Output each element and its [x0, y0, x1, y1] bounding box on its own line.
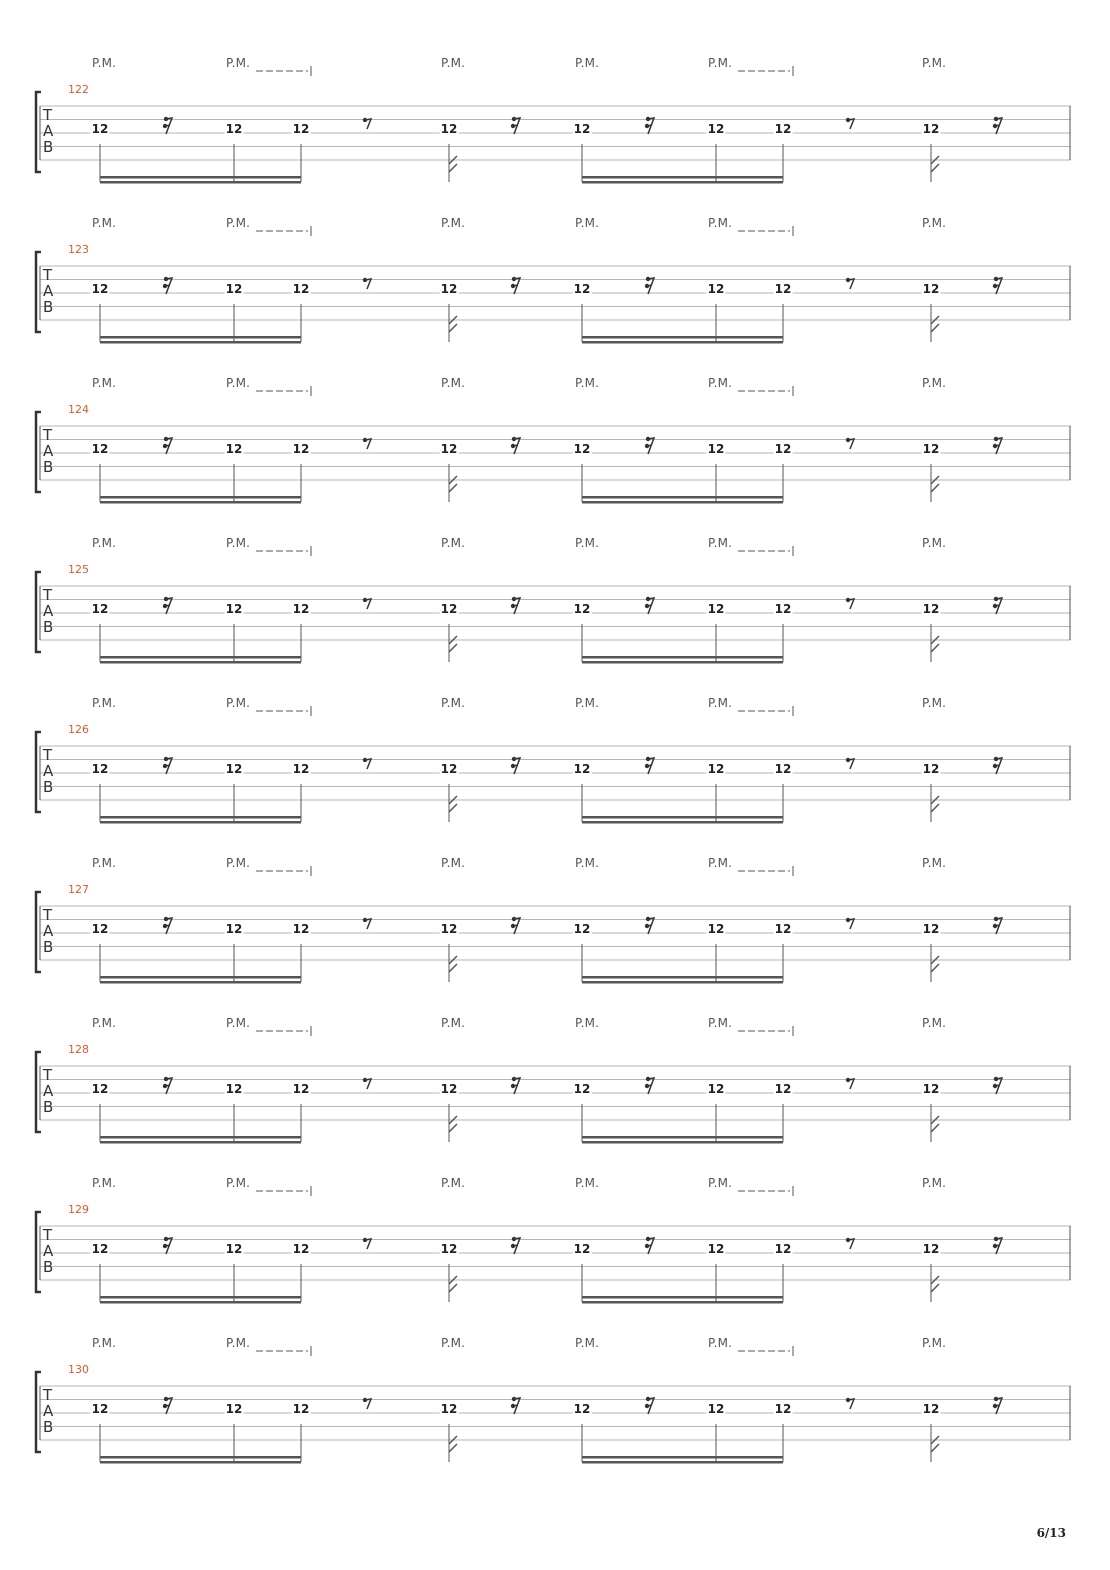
eighth-rest-icon [846, 438, 854, 449]
note-flag [449, 636, 457, 652]
beam [582, 1461, 783, 1464]
fret-number: 12 [440, 1402, 458, 1416]
palm-mute-marking: P.M. [708, 376, 733, 390]
fret-number: 12 [707, 762, 725, 776]
palm-mute-marking: P.M. [92, 376, 117, 390]
note-flag [931, 1276, 939, 1292]
fret-number: 12 [774, 922, 792, 936]
beam [582, 336, 783, 339]
tab-clef-letter: T [43, 1386, 53, 1404]
tab-system [0, 56, 1110, 216]
fret-number: 12 [91, 602, 109, 616]
palm-mute-marking: P.M. [708, 56, 733, 70]
tab-clef-letter: T [43, 906, 53, 924]
fret-number: 12 [225, 922, 243, 936]
fret-number: 12 [440, 602, 458, 616]
beam [100, 656, 301, 659]
measure-number: 129 [68, 1203, 89, 1216]
palm-mute-marking: P.M. [922, 376, 947, 390]
note-flag [931, 1116, 939, 1132]
tab-clef-letter: B [43, 618, 54, 636]
palm-mute-extension [738, 706, 793, 716]
fret-number: 12 [440, 922, 458, 936]
fret-number: 12 [292, 602, 310, 616]
fret-number: 12 [774, 1242, 792, 1256]
palm-mute-marking: P.M. [575, 696, 600, 710]
fret-number: 12 [91, 282, 109, 296]
palm-mute-marking: P.M. [441, 376, 466, 390]
tab-system [0, 536, 1110, 696]
fret-number: 12 [573, 442, 591, 456]
palm-mute-marking: P.M. [441, 1016, 466, 1030]
measure-number: 130 [68, 1363, 89, 1376]
tab-system [0, 1336, 1110, 1496]
palm-mute-extension [256, 1346, 311, 1356]
eighth-rest-icon [363, 278, 371, 289]
beam [100, 816, 301, 819]
palm-mute-marking: P.M. [575, 376, 600, 390]
beam [582, 976, 783, 979]
palm-mute-extension [738, 66, 793, 76]
palm-mute-marking: P.M. [708, 696, 733, 710]
beam [100, 976, 301, 979]
tab-clef-letter: A [43, 442, 54, 460]
eighth-rest-icon [363, 1238, 371, 1249]
palm-mute-marking: P.M. [441, 216, 466, 230]
palm-mute-marking: P.M. [708, 1336, 733, 1350]
fret-number: 12 [91, 1402, 109, 1416]
tab-clef-letter: T [43, 746, 53, 764]
measure-number: 124 [68, 403, 89, 416]
tab-clef-letter: A [43, 1402, 54, 1420]
fret-number: 12 [225, 282, 243, 296]
fret-number: 12 [774, 442, 792, 456]
fret-number: 12 [573, 282, 591, 296]
fret-number: 12 [707, 1082, 725, 1096]
tab-clef-letter: T [43, 106, 53, 124]
fret-number: 12 [573, 762, 591, 776]
note-flag [449, 796, 457, 812]
palm-mute-marking: P.M. [92, 1016, 117, 1030]
palm-mute-extension [256, 1026, 311, 1036]
tab-system [0, 376, 1110, 536]
fret-number: 12 [91, 922, 109, 936]
beam [582, 1141, 783, 1144]
measure-number: 122 [68, 83, 89, 96]
eighth-rest-icon [846, 278, 854, 289]
eighth-rest-icon [363, 598, 371, 609]
beam [100, 1296, 301, 1299]
fret-number: 12 [91, 1082, 109, 1096]
note-flag [449, 476, 457, 492]
palm-mute-extension [256, 1186, 311, 1196]
palm-mute-marking: P.M. [575, 1176, 600, 1190]
measure-number: 126 [68, 723, 89, 736]
eighth-rest-icon [846, 118, 854, 129]
beam [100, 661, 301, 664]
tab-clef-letter: B [43, 938, 54, 956]
tab-clef-letter: A [43, 762, 54, 780]
beam [582, 501, 783, 504]
beam [100, 341, 301, 344]
palm-mute-marking: P.M. [226, 216, 251, 230]
fret-number: 12 [440, 282, 458, 296]
tab-clef-letter: A [43, 122, 54, 140]
beam [100, 981, 301, 984]
eighth-rest-icon [363, 438, 371, 449]
palm-mute-marking: P.M. [226, 696, 251, 710]
beam [582, 341, 783, 344]
palm-mute-marking: P.M. [922, 1016, 947, 1030]
fret-number: 12 [922, 442, 940, 456]
tab-staff-graphics [0, 856, 1110, 1016]
tab-clef-letter: T [43, 1226, 53, 1244]
palm-mute-marking: P.M. [92, 1336, 117, 1350]
palm-mute-marking: P.M. [708, 1176, 733, 1190]
eighth-rest-icon [846, 1078, 854, 1089]
beam [582, 181, 783, 184]
fret-number: 12 [707, 1402, 725, 1416]
fret-number: 12 [573, 602, 591, 616]
tab-clef-letter: T [43, 266, 53, 284]
beam [100, 1456, 301, 1459]
palm-mute-marking: P.M. [708, 536, 733, 550]
fret-number: 12 [922, 122, 940, 136]
beam [582, 1136, 783, 1139]
tab-clef-letter: T [43, 586, 53, 604]
beam [100, 821, 301, 824]
palm-mute-marking: P.M. [92, 536, 117, 550]
beam [582, 1301, 783, 1304]
palm-mute-marking: P.M. [226, 1336, 251, 1350]
fret-number: 12 [292, 762, 310, 776]
fret-number: 12 [707, 122, 725, 136]
palm-mute-marking: P.M. [441, 56, 466, 70]
fret-number: 12 [292, 1402, 310, 1416]
palm-mute-marking: P.M. [922, 856, 947, 870]
tab-clef-letter: A [43, 1242, 54, 1260]
fret-number: 12 [292, 922, 310, 936]
fret-number: 12 [440, 1082, 458, 1096]
beam [582, 661, 783, 664]
note-flag [931, 636, 939, 652]
palm-mute-marking: P.M. [441, 1176, 466, 1190]
note-flag [931, 796, 939, 812]
tab-system [0, 216, 1110, 376]
palm-mute-marking: P.M. [226, 856, 251, 870]
palm-mute-marking: P.M. [575, 536, 600, 550]
beam [582, 1456, 783, 1459]
tab-clef-letter: A [43, 922, 54, 940]
fret-number: 12 [225, 1242, 243, 1256]
palm-mute-marking: P.M. [441, 696, 466, 710]
eighth-rest-icon [363, 118, 371, 129]
palm-mute-marking: P.M. [575, 56, 600, 70]
tab-staff-graphics [0, 536, 1110, 696]
tab-system [0, 1176, 1110, 1336]
eighth-rest-icon [363, 918, 371, 929]
tab-clef-letter: B [43, 1098, 54, 1116]
fret-number: 12 [774, 762, 792, 776]
fret-number: 12 [573, 1242, 591, 1256]
fret-number: 12 [292, 442, 310, 456]
palm-mute-marking: P.M. [226, 536, 251, 550]
fret-number: 12 [922, 762, 940, 776]
palm-mute-extension [738, 226, 793, 236]
beam [582, 981, 783, 984]
tab-clef-letter: T [43, 1066, 53, 1084]
tab-clef-letter: A [43, 1082, 54, 1100]
beam [100, 336, 301, 339]
measure-number: 123 [68, 243, 89, 256]
fret-number: 12 [707, 442, 725, 456]
beam [582, 176, 783, 179]
palm-mute-marking: P.M. [441, 536, 466, 550]
tab-clef-letter: B [43, 1258, 54, 1276]
tab-staff-graphics [0, 56, 1110, 216]
tab-system [0, 1016, 1110, 1176]
palm-mute-marking: P.M. [92, 216, 117, 230]
measure-number: 128 [68, 1043, 89, 1056]
tab-clef-letter: T [43, 426, 53, 444]
palm-mute-marking: P.M. [92, 696, 117, 710]
fret-number: 12 [440, 122, 458, 136]
beam [100, 1136, 301, 1139]
palm-mute-marking: P.M. [922, 1336, 947, 1350]
palm-mute-marking: P.M. [441, 856, 466, 870]
fret-number: 12 [922, 1082, 940, 1096]
tab-clef-letter: B [43, 778, 54, 796]
fret-number: 12 [922, 1242, 940, 1256]
fret-number: 12 [91, 1242, 109, 1256]
palm-mute-marking: P.M. [226, 1176, 251, 1190]
note-flag [931, 316, 939, 332]
tab-staff-graphics [0, 216, 1110, 376]
measure-number: 127 [68, 883, 89, 896]
fret-number: 12 [774, 1402, 792, 1416]
palm-mute-marking: P.M. [708, 216, 733, 230]
fret-number: 12 [225, 122, 243, 136]
tab-staff-graphics [0, 1016, 1110, 1176]
tab-staff-graphics [0, 1336, 1110, 1496]
tab-system [0, 856, 1110, 1016]
note-flag [931, 1436, 939, 1452]
fret-number: 12 [922, 922, 940, 936]
tab-clef-letter: A [43, 282, 54, 300]
palm-mute-extension [738, 1026, 793, 1036]
eighth-rest-icon [363, 758, 371, 769]
fret-number: 12 [91, 442, 109, 456]
palm-mute-extension [738, 546, 793, 556]
palm-mute-extension [738, 866, 793, 876]
fret-number: 12 [573, 922, 591, 936]
fret-number: 12 [707, 1242, 725, 1256]
beam [100, 1301, 301, 1304]
fret-number: 12 [774, 602, 792, 616]
fret-number: 12 [573, 1402, 591, 1416]
fret-number: 12 [707, 282, 725, 296]
fret-number: 12 [922, 602, 940, 616]
fret-number: 12 [440, 442, 458, 456]
palm-mute-marking: P.M. [922, 536, 947, 550]
fret-number: 12 [225, 762, 243, 776]
fret-number: 12 [292, 1082, 310, 1096]
eighth-rest-icon [846, 918, 854, 929]
palm-mute-extension [256, 546, 311, 556]
fret-number: 12 [707, 602, 725, 616]
palm-mute-marking: P.M. [226, 376, 251, 390]
fret-number: 12 [922, 282, 940, 296]
fret-number: 12 [292, 282, 310, 296]
beam [100, 501, 301, 504]
tab-clef-letter: A [43, 602, 54, 620]
eighth-rest-icon [846, 1398, 854, 1409]
beam [582, 656, 783, 659]
note-flag [449, 1276, 457, 1292]
measure-number: 125 [68, 563, 89, 576]
palm-mute-marking: P.M. [922, 216, 947, 230]
fret-number: 12 [225, 442, 243, 456]
fret-number: 12 [292, 122, 310, 136]
palm-mute-extension [256, 866, 311, 876]
fret-number: 12 [91, 762, 109, 776]
palm-mute-marking: P.M. [92, 1176, 117, 1190]
palm-mute-marking: P.M. [92, 856, 117, 870]
beam [582, 816, 783, 819]
beam [100, 1461, 301, 1464]
palm-mute-extension [256, 226, 311, 236]
tab-clef-letter: B [43, 1418, 54, 1436]
fret-number: 12 [774, 122, 792, 136]
palm-mute-extension [738, 1346, 793, 1356]
beam [100, 181, 301, 184]
palm-mute-marking: P.M. [708, 856, 733, 870]
palm-mute-marking: P.M. [226, 56, 251, 70]
fret-number: 12 [440, 762, 458, 776]
palm-mute-extension [256, 386, 311, 396]
palm-mute-extension [738, 386, 793, 396]
palm-mute-marking: P.M. [226, 1016, 251, 1030]
fret-number: 12 [573, 122, 591, 136]
palm-mute-marking: P.M. [441, 1336, 466, 1350]
note-flag [449, 956, 457, 972]
palm-mute-marking: P.M. [575, 1336, 600, 1350]
palm-mute-marking: P.M. [922, 696, 947, 710]
fret-number: 12 [292, 1242, 310, 1256]
note-flag [449, 316, 457, 332]
beam [582, 1296, 783, 1299]
fret-number: 12 [774, 1082, 792, 1096]
tab-clef-letter: B [43, 458, 54, 476]
note-flag [931, 476, 939, 492]
note-flag [449, 156, 457, 172]
fret-number: 12 [225, 602, 243, 616]
tab-staff-graphics [0, 1176, 1110, 1336]
beam [100, 1141, 301, 1144]
palm-mute-marking: P.M. [575, 1016, 600, 1030]
note-flag [449, 1436, 457, 1452]
page-number: 6/13 [1036, 1526, 1066, 1540]
eighth-rest-icon [363, 1078, 371, 1089]
palm-mute-marking: P.M. [708, 1016, 733, 1030]
tab-staff-graphics [0, 376, 1110, 536]
eighth-rest-icon [363, 1398, 371, 1409]
eighth-rest-icon [846, 1238, 854, 1249]
beam [100, 496, 301, 499]
fret-number: 12 [440, 1242, 458, 1256]
palm-mute-marking: P.M. [922, 1176, 947, 1190]
palm-mute-marking: P.M. [92, 56, 117, 70]
eighth-rest-icon [846, 758, 854, 769]
eighth-rest-icon [846, 598, 854, 609]
fret-number: 12 [225, 1082, 243, 1096]
note-flag [449, 1116, 457, 1132]
palm-mute-marking: P.M. [575, 856, 600, 870]
fret-number: 12 [225, 1402, 243, 1416]
note-flag [931, 956, 939, 972]
tab-staff-graphics [0, 696, 1110, 856]
tab-system [0, 696, 1110, 856]
fret-number: 12 [774, 282, 792, 296]
palm-mute-marking: P.M. [922, 56, 947, 70]
palm-mute-extension [256, 66, 311, 76]
palm-mute-extension [738, 1186, 793, 1196]
tab-clef-letter: B [43, 298, 54, 316]
beam [582, 496, 783, 499]
fret-number: 12 [91, 122, 109, 136]
tab-clef-letter: B [43, 138, 54, 156]
palm-mute-extension [256, 706, 311, 716]
fret-number: 12 [707, 922, 725, 936]
beam [582, 821, 783, 824]
note-flag [931, 156, 939, 172]
fret-number: 12 [922, 1402, 940, 1416]
palm-mute-marking: P.M. [575, 216, 600, 230]
beam [100, 176, 301, 179]
fret-number: 12 [573, 1082, 591, 1096]
